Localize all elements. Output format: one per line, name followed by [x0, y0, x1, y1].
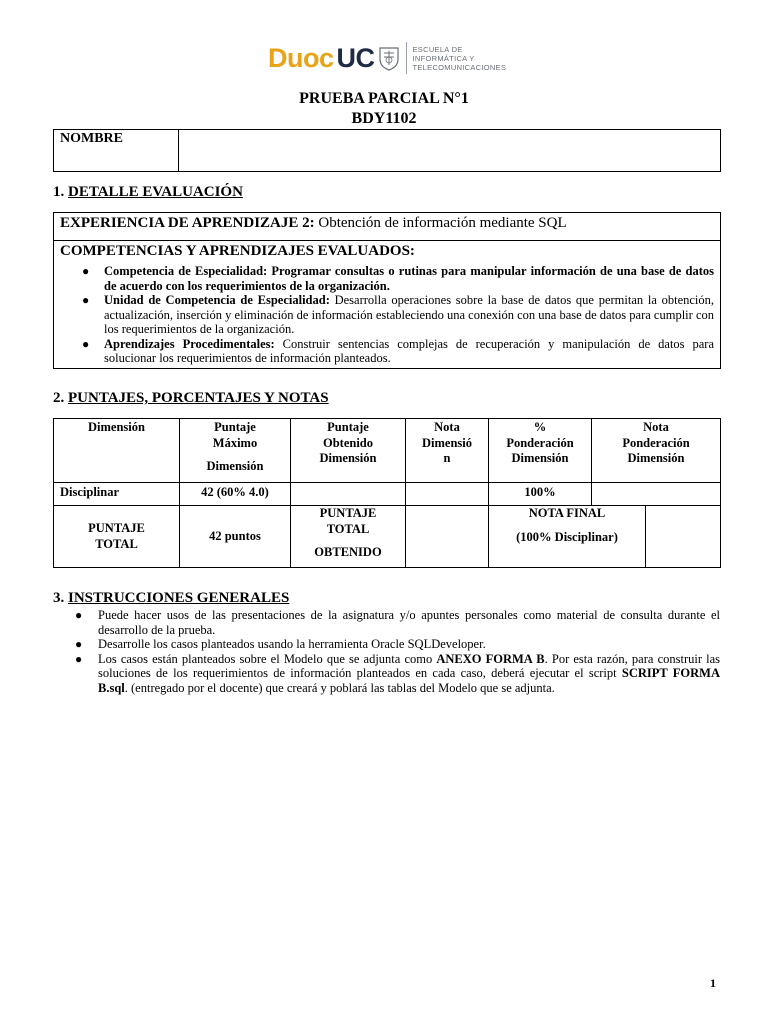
competencies-heading: COMPETENCIAS Y APRENDIZAJES EVALUADOS:: [60, 243, 415, 259]
name-table: [53, 129, 721, 172]
table-row: [54, 419, 721, 483]
logo-school-name: ESCUELA DE INFORMÁTICA Y TELECOMUNICACIONES: [412, 44, 507, 72]
list-item: ● Competencia de Especialidad: Programar consultas o rutinas para manipular información de una base de datos de acuerdo con los requerimientos de la organización.: [104, 264, 714, 293]
evaluation-detail-box: [53, 212, 721, 369]
final-grade-value[interactable]: [646, 506, 721, 568]
name-field[interactable]: [179, 130, 721, 172]
experience-row: EXPERIENCIA DE APRENDIZAJE 2: Obtención de información mediante SQL: [54, 213, 720, 241]
header-max-score: Puntaje Máximo Dimensión: [180, 419, 291, 483]
course-code: BDY1102: [351, 110, 417, 127]
row-weighting: 100%: [489, 483, 592, 506]
exam-title: PRUEBA PARCIAL N°1: [299, 90, 469, 107]
name-label: NOMBRE: [54, 130, 179, 172]
header-weighted-grade: Nota Ponderación Dimensión: [592, 419, 721, 483]
scores-table: [53, 418, 721, 568]
logo-uc-text: UC: [336, 42, 375, 73]
section-1-heading: 1. DETALLE EVALUACIÓN: [53, 184, 243, 200]
header-weighting: % Ponderación Dimensión: [489, 419, 592, 483]
section-2-heading: 2. PUNTAJES, PORCENTAJES Y NOTAS: [53, 390, 329, 406]
header-obtained-score: Puntaje Obtenido Dimensión: [291, 419, 406, 483]
list-item: ● Desarrolle los casos planteados usando la herramienta Oracle SQLDeveloper.: [98, 637, 720, 652]
list-item: ● Aprendizajes Procedimentales: Construir sentencias complejas de recuperación y manipulación de datos para solucionar los requerimientos de información planteados.: [104, 337, 714, 366]
table-row: [54, 506, 721, 568]
competencies-list: [60, 264, 714, 366]
row-dimension-grade[interactable]: [406, 483, 489, 506]
duoc-uc-logo: [268, 38, 506, 78]
final-grade-label: NOTA FINAL (100% Disciplinar): [489, 506, 646, 568]
total-points: 42 puntos: [180, 506, 291, 568]
list-item: ● Puede hacer usos de las presentaciones de la asignatura y/o apuntes personales como material de consulta durante el desarrollo de la prueba.: [98, 608, 720, 637]
row-obtained-score[interactable]: [291, 483, 406, 506]
page-number: 1: [710, 976, 716, 990]
row-dimension: Disciplinar: [54, 483, 180, 506]
university-seal-icon: [378, 45, 400, 71]
header-dimension: Dimensión: [54, 419, 180, 483]
total-obtained-label: PUNTAJE TOTAL OBTENIDO: [291, 506, 406, 568]
instructions-list: [98, 608, 720, 695]
list-item: ● Unidad de Competencia de Especialidad: Desarrolla operaciones sobre la base de datos que permitan la obtención, actualización, inserción y eliminación de información estableciendo una conexión con una base de datos para cumplir con los requerimientos de la organización.: [104, 293, 714, 337]
row-weighted-grade[interactable]: [592, 483, 721, 506]
logo-duoc-text: Duoc: [268, 42, 334, 73]
total-label: PUNTAJE TOTAL: [54, 506, 180, 568]
list-item: ● Los casos están planteados sobre el Modelo que se adjunta como ANEXO FORMA B. Por esta razón, para construir las soluciones de los requerimientos de información planteados en cada caso, deberá ejecutar el script SCRIPT FORMA B.sql. (entregado por el docente) que creará y poblará las tablas del Modelo que se adjunta.: [98, 652, 720, 696]
logo-divider: [406, 42, 407, 74]
header-dimension-grade: Nota Dimensió n: [406, 419, 489, 483]
table-row: [54, 483, 721, 506]
section-3-heading: 3. INSTRUCCIONES GENERALES: [53, 590, 290, 606]
row-max-score: 42 (60% 4.0): [180, 483, 291, 506]
total-obtained-value[interactable]: [406, 506, 489, 568]
competencies-row: [54, 241, 720, 368]
